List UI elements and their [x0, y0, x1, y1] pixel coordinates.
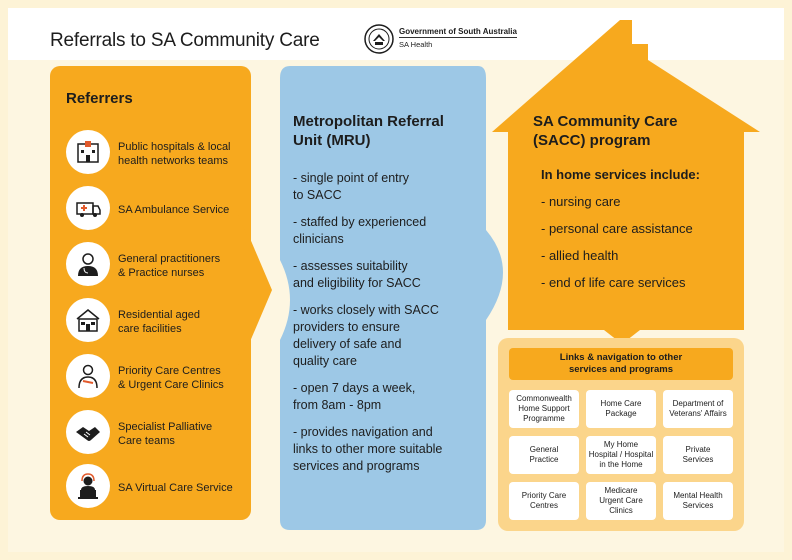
ambulance-icon: [66, 186, 110, 230]
referrer-residential-aged-care: [66, 298, 246, 346]
link-card-veterans-affairs[interactable]: Department of Veterans' Affairs: [663, 390, 733, 428]
link-card-my-home-hospital[interactable]: My Home Hospital / Hospital in the Home: [586, 436, 656, 474]
referrer-label: Residential aged care facilities: [118, 309, 200, 335]
referrers-arrow: [236, 210, 276, 370]
aged-care-home-icon: [66, 298, 110, 342]
mru-item: - staffed by experienced clinicians: [293, 215, 427, 246]
link-card-commonwealth-home-support[interactable]: Commonwealth Home Support Programme: [509, 390, 579, 428]
sacc-service-item: - nursing care: [541, 194, 621, 209]
government-name: Government of South Australia: [399, 27, 517, 36]
sacc-service-item: - end of life care services: [541, 275, 686, 290]
link-card-priority-care-centres[interactable]: Priority Care Centres: [509, 482, 579, 520]
sacc-service-item: - personal care assistance: [541, 221, 693, 236]
referrer-public-hospitals: [66, 130, 246, 178]
mru-list: [293, 170, 478, 485]
link-card-home-care-package[interactable]: Home Care Package: [586, 390, 656, 428]
patient-sling-icon: [66, 354, 110, 398]
mru-item: - works closely with SACC providers to ensure delivery of safe and quality care: [293, 303, 439, 368]
link-card-general-practice[interactable]: General Practice: [509, 436, 579, 474]
referrer-label: SA Ambulance Service: [118, 204, 230, 216]
sacc-title: SA Community Care (SACC) program: [533, 113, 678, 149]
mru-item: - open 7 days a week, from 8am - 8pm: [293, 381, 416, 412]
department-name: SA Health: [399, 40, 433, 49]
link-card-mental-health[interactable]: Mental Health Services: [663, 482, 733, 520]
referrer-label: Public hospitals & local health networks teams: [118, 141, 231, 167]
hospital-icon: [66, 130, 110, 174]
sacc-service-item: - allied health: [541, 248, 619, 263]
links-heading: Links & navigation to other services and programs: [559, 352, 683, 375]
referrer-ambulance: [66, 186, 246, 234]
mru-title: Metropolitan Referral Unit (MRU): [293, 113, 444, 149]
page-title: Referrals to SA Community Care: [50, 30, 320, 51]
link-card-medicare-urgent-care[interactable]: Medicare Urgent Care Clinics: [586, 482, 656, 520]
mru-item: - assesses suitability and eligibility for SACC: [293, 259, 421, 290]
referrer-label: Specialist Palliative Care teams: [118, 421, 213, 447]
doctor-icon: [66, 242, 110, 286]
referrers-title: Referrers: [66, 90, 133, 107]
referrer-general-practitioners: [66, 242, 246, 290]
link-card-private-services[interactable]: Private Services: [663, 436, 733, 474]
referrer-label: SA Virtual Care Service: [118, 482, 233, 494]
referrer-specialist-palliative: [66, 410, 246, 458]
referrer-label: Priority Care Centres & Urgent Care Clinics: [118, 365, 224, 391]
sacc-services-list: [541, 193, 731, 301]
headset-laptop-icon: [66, 464, 110, 508]
sacc-subtitle: In home services include:: [541, 167, 700, 182]
mru-item: - provides navigation and links to other more suitable services and programs: [293, 425, 443, 473]
handshake-icon: [66, 410, 110, 454]
referrer-virtual-care: [66, 464, 246, 512]
referrer-label: General practitioners & Practice nurses: [118, 253, 221, 279]
referrer-priority-care-centres: [66, 354, 246, 402]
mru-item: - single point of entry to SACC: [293, 171, 410, 202]
